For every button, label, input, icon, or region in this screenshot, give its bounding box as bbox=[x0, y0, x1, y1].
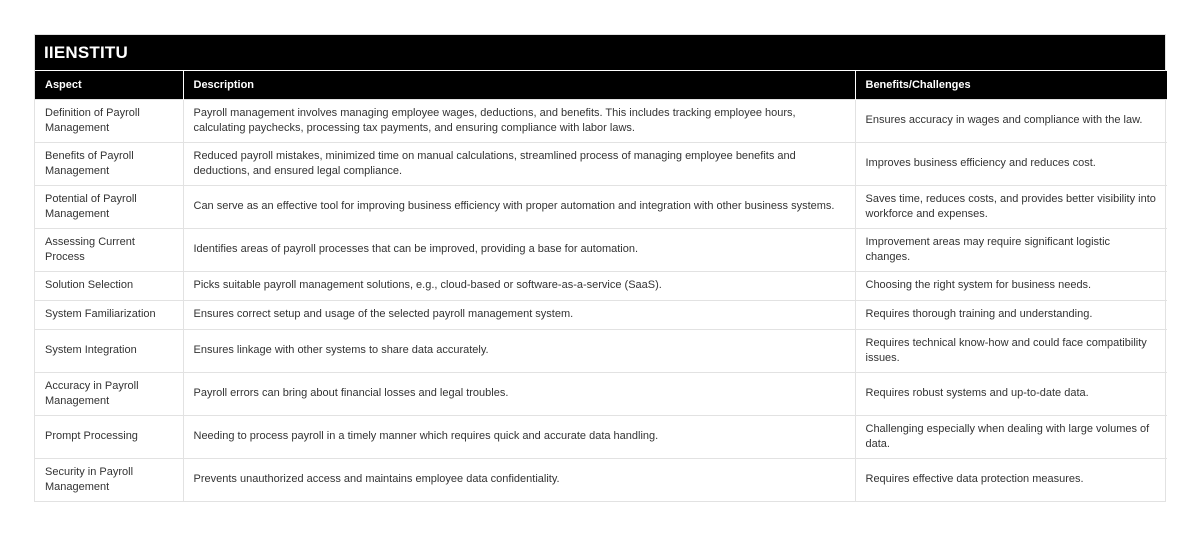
table-row bbox=[35, 300, 1167, 329]
description-cell: Picks suitable payroll management solutions, e.g., cloud-based or software-as-a-service (SaaS). bbox=[183, 271, 855, 300]
brand-title: IIENSTITU bbox=[35, 35, 1165, 71]
table-row bbox=[35, 458, 1167, 501]
payroll-table bbox=[35, 71, 1167, 501]
aspect-cell: System Integration bbox=[35, 329, 183, 372]
table-row bbox=[35, 372, 1167, 415]
benefit-cell: Requires robust systems and up-to-date data. bbox=[855, 372, 1167, 415]
aspect-cell: Assessing Current Process bbox=[35, 228, 183, 271]
aspect-cell: Accuracy in Payroll Management bbox=[35, 372, 183, 415]
benefit-cell: Saves time, reduces costs, and provides better visibility into workforce and expenses. bbox=[855, 185, 1167, 228]
description-cell: Prevents unauthorized access and maintains employee data confidentiality. bbox=[183, 458, 855, 501]
aspect-cell: Security in Payroll Management bbox=[35, 458, 183, 501]
table-row bbox=[35, 99, 1167, 142]
table-row bbox=[35, 185, 1167, 228]
benefit-cell: Improves business efficiency and reduces cost. bbox=[855, 142, 1167, 185]
description-cell: Can serve as an effective tool for improving business efficiency with proper automation and integration with other business systems. bbox=[183, 185, 855, 228]
aspect-cell: Definition of Payroll Management bbox=[35, 99, 183, 142]
description-cell: Needing to process payroll in a timely manner which requires quick and accurate data handling. bbox=[183, 415, 855, 458]
aspect-cell: System Familiarization bbox=[35, 300, 183, 329]
description-cell: Payroll errors can bring about financial losses and legal troubles. bbox=[183, 372, 855, 415]
description-cell: Ensures linkage with other systems to share data accurately. bbox=[183, 329, 855, 372]
description-cell: Identifies areas of payroll processes that can be improved, providing a base for automation. bbox=[183, 228, 855, 271]
benefit-cell: Improvement areas may require significant logistic changes. bbox=[855, 228, 1167, 271]
benefit-cell: Ensures accuracy in wages and compliance with the law. bbox=[855, 99, 1167, 142]
table-row bbox=[35, 228, 1167, 271]
aspect-cell: Solution Selection bbox=[35, 271, 183, 300]
table-row bbox=[35, 142, 1167, 185]
benefit-cell: Challenging especially when dealing with large volumes of data. bbox=[855, 415, 1167, 458]
benefit-cell: Requires thorough training and understanding. bbox=[855, 300, 1167, 329]
table-row bbox=[35, 329, 1167, 372]
table-row bbox=[35, 271, 1167, 300]
header-aspect: Aspect bbox=[35, 71, 183, 99]
benefit-cell: Requires effective data protection measures. bbox=[855, 458, 1167, 501]
header-description: Description bbox=[183, 71, 855, 99]
benefit-cell: Requires technical know-how and could face compatibility issues. bbox=[855, 329, 1167, 372]
header-row bbox=[35, 71, 1167, 99]
description-cell: Reduced payroll mistakes, minimized time on manual calculations, streamlined process of managing employee benefits and deductions, and ensured legal compliance. bbox=[183, 142, 855, 185]
benefit-cell: Choosing the right system for business needs. bbox=[855, 271, 1167, 300]
description-cell: Payroll management involves managing employee wages, deductions, and benefits. This includes tracking employee hours, calculating paychecks, processing tax payments, and ensuring compliance with labor laws. bbox=[183, 99, 855, 142]
description-cell: Ensures correct setup and usage of the selected payroll management system. bbox=[183, 300, 855, 329]
aspect-cell: Potential of Payroll Management bbox=[35, 185, 183, 228]
aspect-cell: Benefits of Payroll Management bbox=[35, 142, 183, 185]
payroll-table-container bbox=[34, 34, 1166, 502]
header-benefits-challenges: Benefits/Challenges bbox=[855, 71, 1167, 99]
aspect-cell: Prompt Processing bbox=[35, 415, 183, 458]
table-row bbox=[35, 415, 1167, 458]
